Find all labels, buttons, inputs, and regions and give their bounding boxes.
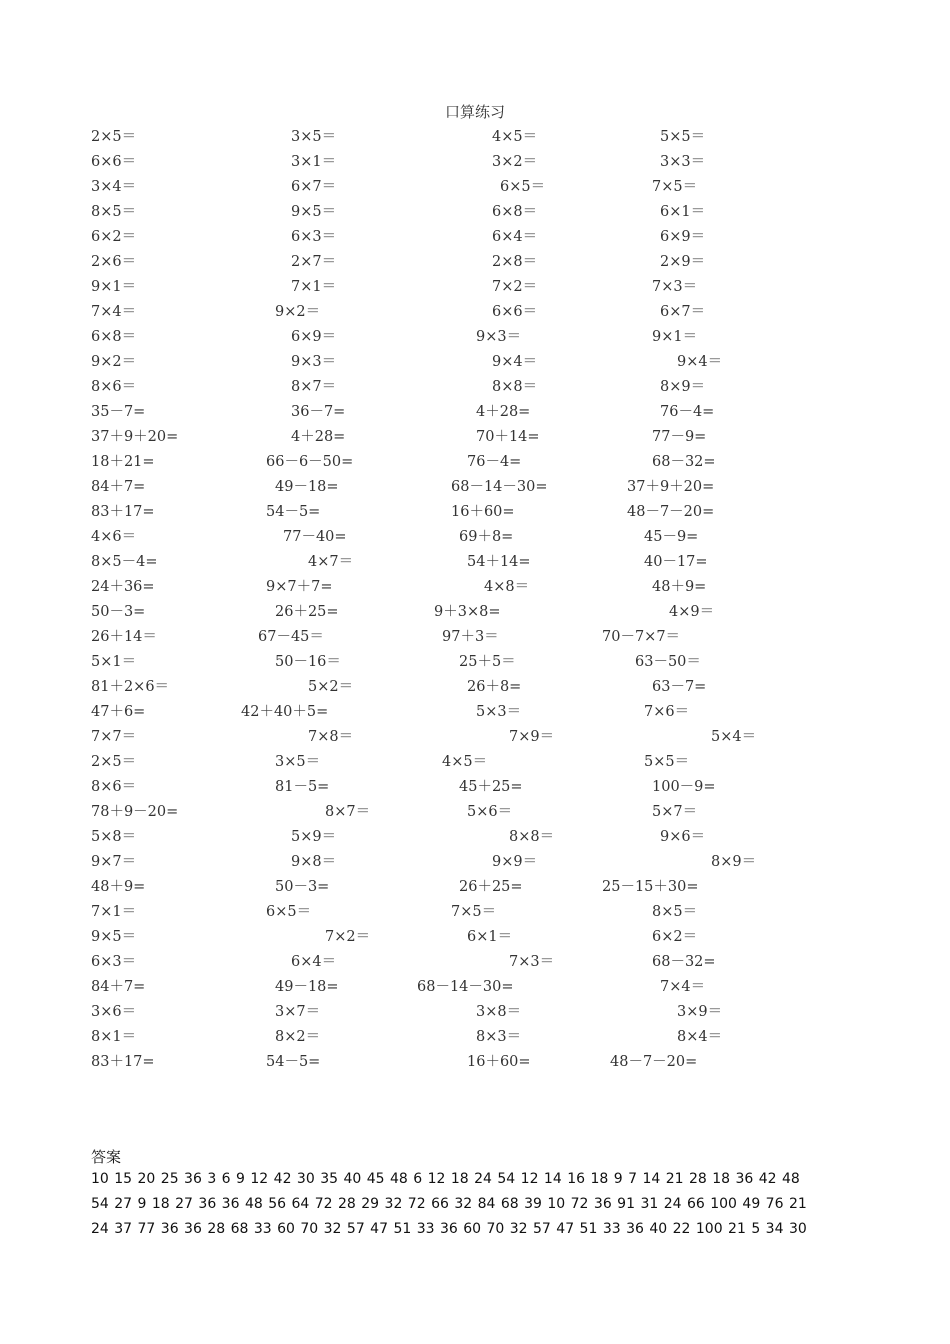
exercise-problem: 26＋8=	[467, 679, 522, 695]
exercise-problem: 7×4＝	[91, 304, 137, 320]
exercise-row	[0, 449, 950, 474]
exercise-problem: 63－7=	[652, 679, 707, 695]
exercise-row	[0, 949, 950, 974]
exercise-row	[0, 424, 950, 449]
exercise-problem: 47＋6=	[91, 704, 146, 720]
exercise-problem: 45＋25=	[459, 779, 523, 795]
exercise-problem: 7×8＝	[308, 729, 354, 745]
exercise-problem: 4×7＝	[308, 554, 354, 570]
exercise-problem: 2×8＝	[492, 254, 538, 270]
exercise-problem: 68－32=	[652, 954, 716, 970]
exercise-problem: 2×6＝	[91, 254, 137, 270]
exercise-problem: 5×1＝	[91, 654, 137, 670]
exercise-problem: 6×8＝	[492, 204, 538, 220]
exercise-problem: 50－3=	[91, 604, 146, 620]
exercise-problem: 6×9＝	[660, 229, 706, 245]
exercise-row	[0, 274, 950, 299]
exercise-problem: 5×9＝	[291, 829, 337, 845]
exercise-problem: 40－17=	[644, 554, 708, 570]
exercise-problem: 9×8＝	[291, 854, 337, 870]
exercise-problem: 6×6＝	[492, 304, 538, 320]
exercise-problem: 5×5＝	[644, 754, 690, 770]
exercise-row	[0, 824, 950, 849]
exercise-problem: 78＋9－20=	[91, 804, 179, 820]
exercise-problem: 68－14－30=	[451, 479, 548, 495]
exercise-row	[0, 149, 950, 174]
exercise-problem: 6×2＝	[652, 929, 698, 945]
exercise-problem: 69＋8=	[459, 529, 514, 545]
exercise-problem: 9×7＝	[91, 854, 137, 870]
exercise-row	[0, 299, 950, 324]
exercise-problem: 8×7＝	[291, 379, 337, 395]
exercise-problem: 8×9＝	[660, 379, 706, 395]
exercise-problem: 25－15＋30=	[602, 879, 699, 895]
exercise-row	[0, 599, 950, 624]
exercise-problem: 49－18=	[275, 979, 339, 995]
exercise-row	[0, 774, 950, 799]
exercise-problem: 5×8＝	[91, 829, 137, 845]
exercise-problem: 9×3＝	[291, 354, 337, 370]
exercise-problem: 5×5＝	[660, 129, 706, 145]
exercise-row	[0, 899, 950, 924]
exercise-problem: 6×2＝	[91, 229, 137, 245]
exercise-problem: 36－7=	[291, 404, 346, 420]
exercise-problem: 5×2＝	[308, 679, 354, 695]
exercise-problem: 7×1＝	[291, 279, 337, 295]
exercise-problem: 9×6＝	[660, 829, 706, 845]
exercise-problem: 4×5＝	[442, 754, 488, 770]
exercise-row	[0, 174, 950, 199]
exercise-problem: 9×5＝	[91, 929, 137, 945]
exercise-problem: 9×5＝	[291, 204, 337, 220]
exercise-problem: 7×9＝	[509, 729, 555, 745]
exercise-problem: 48－7－20=	[610, 1054, 698, 1070]
exercise-problem: 3×8＝	[476, 1004, 522, 1020]
exercise-problem: 2×9＝	[660, 254, 706, 270]
exercise-problem: 7×1＝	[91, 904, 137, 920]
exercise-row	[0, 1024, 950, 1049]
exercise-problem: 8×8＝	[492, 379, 538, 395]
exercise-problem: 76－4=	[467, 454, 522, 470]
exercise-problem: 8×5＝	[652, 904, 698, 920]
exercise-row	[0, 799, 950, 824]
exercise-problem: 70＋14=	[476, 429, 540, 445]
exercise-problem: 6×4＝	[492, 229, 538, 245]
exercise-row	[0, 199, 950, 224]
exercise-problem: 6×7＝	[291, 179, 337, 195]
exercise-problem: 8×6＝	[91, 379, 137, 395]
exercise-row	[0, 849, 950, 874]
exercise-problem: 18＋21=	[91, 454, 155, 470]
exercise-problem: 9×1＝	[91, 279, 137, 295]
exercise-row	[0, 374, 950, 399]
exercise-problem: 77－40=	[283, 529, 347, 545]
exercise-row	[0, 324, 950, 349]
exercise-problem: 3×1＝	[291, 154, 337, 170]
exercise-problem: 8×5－4=	[91, 554, 158, 570]
exercise-problem: 8×9＝	[711, 854, 757, 870]
exercise-problem: 4×8＝	[484, 579, 530, 595]
exercise-problem: 16＋60=	[451, 504, 515, 520]
exercise-problem: 49－18=	[275, 479, 339, 495]
exercise-problem: 42＋40＋5=	[241, 704, 329, 720]
exercise-row	[0, 399, 950, 424]
exercise-problem: 7×7＝	[91, 729, 137, 745]
exercise-problem: 4×9＝	[669, 604, 715, 620]
exercise-problem: 68－32=	[652, 454, 716, 470]
exercise-problem: 35－7=	[91, 404, 146, 420]
exercise-problem: 9×7＋7=	[266, 579, 333, 595]
exercise-problem: 7×2＝	[492, 279, 538, 295]
exercise-problem: 8×2＝	[275, 1029, 321, 1045]
exercise-problem: 8×7＝	[325, 804, 371, 820]
exercise-problem: 3×5＝	[291, 129, 337, 145]
exercise-problem: 4×6＝	[91, 529, 137, 545]
exercise-problem: 3×5＝	[275, 754, 321, 770]
exercise-problem: 8×4＝	[677, 1029, 723, 1045]
exercise-problem: 26＋25=	[459, 879, 523, 895]
exercise-problem: 37＋9＋20=	[91, 429, 179, 445]
exercise-problem: 5×6＝	[467, 804, 513, 820]
exercise-problem: 83＋17=	[91, 1054, 155, 1070]
exercise-problem: 7×6＝	[644, 704, 690, 720]
exercise-problem: 50－16＝	[275, 654, 341, 670]
exercise-row	[0, 974, 950, 999]
exercise-problem: 6×8＝	[91, 329, 137, 345]
exercise-problem: 2×5＝	[91, 129, 137, 145]
exercise-problem: 6×9＝	[291, 329, 337, 345]
exercise-problem: 7×5＝	[652, 179, 698, 195]
exercise-problem: 66－6－50=	[266, 454, 354, 470]
exercise-problem: 9×2＝	[91, 354, 137, 370]
exercise-problem: 6×3＝	[291, 229, 337, 245]
exercise-problem: 6×4＝	[291, 954, 337, 970]
exercise-problem: 9×9＝	[492, 854, 538, 870]
exercise-problem: 45－9=	[644, 529, 699, 545]
exercise-problem: 6×1＝	[467, 929, 513, 945]
exercise-row	[0, 524, 950, 549]
answers-heading: 答案	[91, 1148, 122, 1166]
exercise-problem: 7×4＝	[660, 979, 706, 995]
exercise-problem: 8×6＝	[91, 779, 137, 795]
exercise-row	[0, 874, 950, 899]
exercise-problem: 67－45＝	[258, 629, 324, 645]
exercise-problem: 16＋60=	[467, 1054, 531, 1070]
exercise-problem: 9×3＝	[476, 329, 522, 345]
exercise-row	[0, 699, 950, 724]
exercise-row	[0, 124, 950, 149]
exercise-problem: 5×7＝	[652, 804, 698, 820]
exercise-problem: 100－9=	[652, 779, 716, 795]
exercise-problem: 6×3＝	[91, 954, 137, 970]
exercise-problem: 48－7－20=	[627, 504, 715, 520]
exercise-problem: 7×5＝	[451, 904, 497, 920]
exercise-row	[0, 1049, 950, 1074]
exercise-grid	[0, 124, 950, 1074]
exercise-problem: 48＋9=	[652, 579, 707, 595]
exercise-row	[0, 674, 950, 699]
exercise-problem: 3×7＝	[275, 1004, 321, 1020]
exercise-problem: 84＋7=	[91, 479, 146, 495]
exercise-problem: 54－5=	[266, 1054, 321, 1070]
exercise-problem: 5×3＝	[476, 704, 522, 720]
exercise-problem: 81＋2×6＝	[91, 679, 170, 695]
exercise-row	[0, 349, 950, 374]
exercise-problem: 5×4＝	[711, 729, 757, 745]
exercise-row	[0, 549, 950, 574]
exercise-problem: 54－5=	[266, 504, 321, 520]
exercise-problem: 81－5=	[275, 779, 330, 795]
exercise-problem: 6×5＝	[500, 179, 546, 195]
exercise-problem: 70－7×7＝	[602, 629, 681, 645]
exercise-row	[0, 649, 950, 674]
exercise-row	[0, 924, 950, 949]
exercise-problem: 26＋14＝	[91, 629, 157, 645]
exercise-problem: 26＋25=	[275, 604, 339, 620]
exercise-problem: 54＋14=	[467, 554, 531, 570]
exercise-problem: 37＋9＋20=	[627, 479, 715, 495]
exercise-problem: 8×5＝	[91, 204, 137, 220]
exercise-problem: 9×4＝	[492, 354, 538, 370]
answer-line-2: 54 27 9 18 27 36 36 48 56 64 72 28 29 32 72 66 32 84 68 39 10 72 36 91 31 24 66 100 49 76 21	[91, 1196, 807, 1212]
exercise-problem: 4＋28=	[476, 404, 531, 420]
exercise-problem: 2×7＝	[291, 254, 337, 270]
exercise-problem: 6×6＝	[91, 154, 137, 170]
exercise-problem: 2×5＝	[91, 754, 137, 770]
exercise-row	[0, 749, 950, 774]
exercise-problem: 8×3＝	[476, 1029, 522, 1045]
exercise-row	[0, 499, 950, 524]
exercise-row	[0, 224, 950, 249]
exercise-problem: 6×7＝	[660, 304, 706, 320]
exercise-row	[0, 474, 950, 499]
exercise-problem: 4＋28=	[291, 429, 346, 445]
exercise-problem: 50－3=	[275, 879, 330, 895]
exercise-problem: 9×1＝	[652, 329, 698, 345]
exercise-row	[0, 724, 950, 749]
exercise-problem: 9＋3×8=	[434, 604, 501, 620]
exercise-row	[0, 574, 950, 599]
exercise-problem: 7×2＝	[325, 929, 371, 945]
answer-line-3: 24 37 77 36 36 28 68 33 60 70 32 57 47 51 33 36 60 70 32 57 47 51 33 36 40 22 100 21 5 34 30	[91, 1221, 807, 1237]
exercise-problem: 9×2＝	[275, 304, 321, 320]
exercise-problem: 24＋36=	[91, 579, 155, 595]
exercise-problem: 3×2＝	[492, 154, 538, 170]
exercise-row	[0, 624, 950, 649]
exercise-problem: 6×5＝	[266, 904, 312, 920]
exercise-problem: 68－14－30=	[417, 979, 514, 995]
exercise-problem: 6×1＝	[660, 204, 706, 220]
exercise-problem: 84＋7=	[91, 979, 146, 995]
exercise-row	[0, 999, 950, 1024]
exercise-problem: 97＋3＝	[442, 629, 499, 645]
exercise-problem: 4×5＝	[492, 129, 538, 145]
exercise-problem: 76－4=	[660, 404, 715, 420]
exercise-problem: 3×4＝	[91, 179, 137, 195]
worksheet-title-text: 口算练习	[444, 103, 505, 121]
worksheet-title	[0, 101, 950, 122]
exercise-problem: 3×3＝	[660, 154, 706, 170]
exercise-problem: 3×6＝	[91, 1004, 137, 1020]
exercise-row	[0, 249, 950, 274]
exercise-problem: 8×1＝	[91, 1029, 137, 1045]
exercise-problem: 7×3＝	[652, 279, 698, 295]
exercise-problem: 25＋5＝	[459, 654, 516, 670]
exercise-problem: 83＋17=	[91, 504, 155, 520]
exercise-problem: 77－9=	[652, 429, 707, 445]
exercise-problem: 7×3＝	[509, 954, 555, 970]
exercise-problem: 8×8＝	[509, 829, 555, 845]
exercise-problem: 48＋9=	[91, 879, 146, 895]
exercise-problem: 63－50＝	[635, 654, 701, 670]
exercise-problem: 3×9＝	[677, 1004, 723, 1020]
exercise-problem: 9×4＝	[677, 354, 723, 370]
answer-line-1: 10 15 20 25 36 3 6 9 12 42 30 35 40 45 48 6 12 18 24 54 12 14 16 18 9 7 14 21 28 18 36 42 48	[91, 1171, 800, 1187]
